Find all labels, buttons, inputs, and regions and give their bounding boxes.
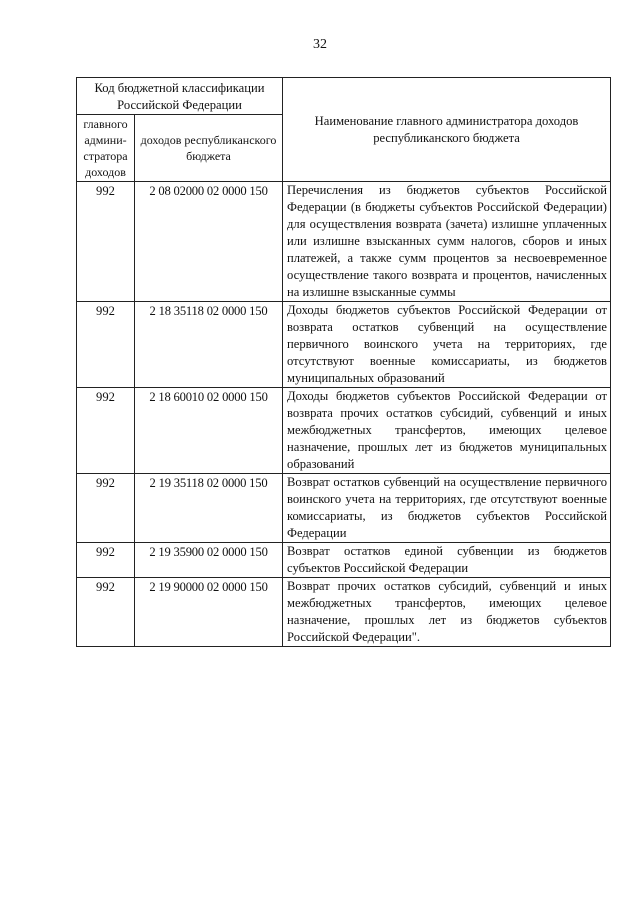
table-header-row	[77, 78, 611, 115]
revenue-code-cell: 2 08 02000 02 0000 150	[135, 182, 283, 302]
page-number: 32	[313, 37, 327, 52]
admin-code-cell: 992	[77, 578, 135, 647]
header-revenue-code: доходов республиканского бюджета	[135, 115, 283, 182]
budget-classification-table	[76, 77, 611, 647]
revenue-code-cell: 2 19 90000 02 0000 150	[135, 578, 283, 647]
revenue-name-cell: Возврат остатков единой субвенции из бюджетов субъектов Российской Федерации	[283, 543, 611, 578]
revenue-name-cell: Перечисления из бюджетов субъектов Российской Федерации (в бюджеты субъектов Российской Федерации) для осуществления возврата (зачета) излишне уплаченных или излишне взысканных сумм налогов, сборов и иных платежей, а также сумм процентов за несвоевременное осуществление такого возврата и процентов, начисленных на излишне взысканные суммы	[283, 182, 611, 302]
revenue-code-cell: 2 19 35118 02 0000 150	[135, 474, 283, 543]
admin-code-cell: 992	[77, 182, 135, 302]
table-row	[77, 182, 611, 302]
table-row	[77, 543, 611, 578]
revenue-name-cell: Доходы бюджетов субъектов Российской Федерации от возврата прочих остатков субсидий, субвенций и иных межбюджетных трансфертов, имеющих целевое назначение, прошлых лет из бюджетов муниципальных образований	[283, 388, 611, 474]
revenue-code-cell: 2 18 60010 02 0000 150	[135, 388, 283, 474]
table-row	[77, 474, 611, 543]
table-row	[77, 302, 611, 388]
revenue-name-cell: Доходы бюджетов субъектов Российской Федерации от возврата остатков субвенций на осуществление первичного воинского учета на территориях, где отсутствуют военные комиссариаты, из бюджетов муниципальных образований	[283, 302, 611, 388]
revenue-name-cell: Возврат прочих остатков субсидий, субвенций и иных межбюджетных трансфертов, имеющих целевое назначение, прошлых лет из бюджетов субъектов Российской Федерации".	[283, 578, 611, 647]
revenue-code-cell: 2 18 35118 02 0000 150	[135, 302, 283, 388]
admin-code-cell: 992	[77, 474, 135, 543]
revenue-name-cell: Возврат остатков субвенций на осуществление первичного воинского учета на территориях, где отсутствуют военные комиссариаты, из бюджетов субъектов Российской Федерации	[283, 474, 611, 543]
header-main-administrator: главного админи-стратора доходов	[77, 115, 135, 182]
admin-code-cell: 992	[77, 388, 135, 474]
table-row	[77, 578, 611, 647]
header-budget-classification-code: Код бюджетной классификации Российской Федерации	[77, 78, 283, 115]
admin-code-cell: 992	[77, 302, 135, 388]
revenue-code-cell: 2 19 35900 02 0000 150	[135, 543, 283, 578]
header-administrator-name: Наименование главного администратора доходов республиканского бюджета	[283, 78, 611, 182]
table-row	[77, 388, 611, 474]
admin-code-cell: 992	[77, 543, 135, 578]
